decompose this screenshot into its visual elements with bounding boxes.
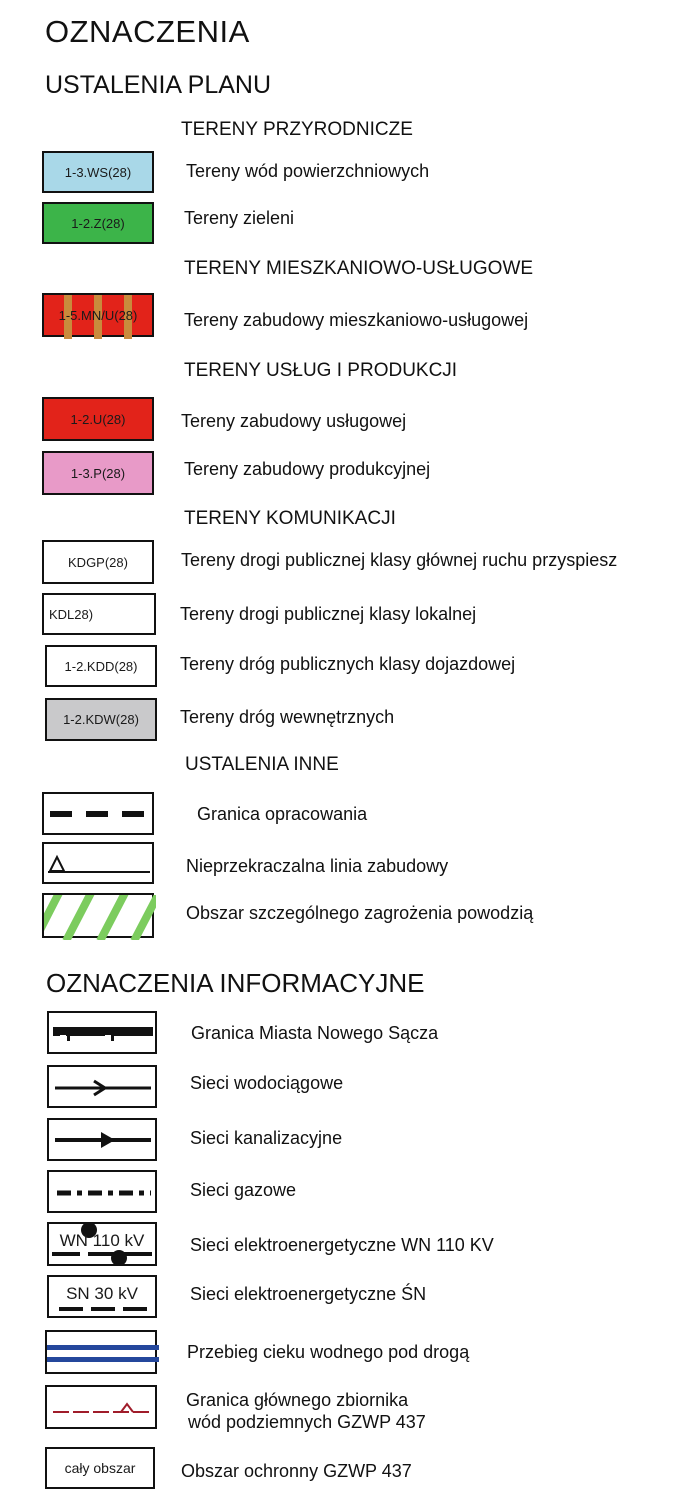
legend-label-obszar-ochronny: Obszar ochronny GZWP 437 — [181, 1461, 412, 1481]
swatch-code: 1-2.Z(28) — [71, 215, 125, 231]
plan-section-heading: USTALENIA PLANU — [45, 71, 272, 99]
legend-label-kdl: Tereny drogi publicznej klasy lokalnej — [180, 604, 477, 624]
stream-under-road-icon — [45, 1330, 157, 1374]
sewer-network-icon — [47, 1118, 157, 1161]
gas-network-icon — [47, 1170, 157, 1213]
legend-label-mnu: Tereny zabudowy mieszkaniowo-usługowej — [184, 310, 529, 330]
legend-swatch-mnu — [42, 293, 154, 337]
legend-title: OZNACZENIA — [45, 14, 250, 49]
info-section-heading: OZNACZENIA INFORMACYJNE — [46, 968, 425, 998]
legend-label-gzwp: Granica głównego zbiornika — [186, 1390, 409, 1410]
category-uslugi: TERENY USŁUG I PRODUKCJI — [184, 360, 458, 381]
legend-label-wn: Sieci elektroenergetyczne WN 110 KV — [190, 1235, 494, 1255]
legend-label-ciek: Przebieg cieku wodnego pod drogą — [187, 1342, 470, 1362]
legend-label-granica-opracowania: Granica opracowania — [197, 804, 368, 824]
flood-hatch-icon — [42, 893, 154, 938]
water-network-icon — [47, 1065, 157, 1108]
swatch-code: 1-3.WS(28) — [64, 164, 132, 180]
protection-zone-icon — [45, 1447, 155, 1489]
mv-power-line-icon — [47, 1275, 157, 1318]
legend-label-kdgp: Tereny drogi publicznej klasy głównej ruchu przyspiesz — [181, 550, 618, 570]
legend-label-z: Tereny zieleni — [184, 208, 295, 228]
swatch-code: 1-2.KDW(28) — [63, 712, 139, 727]
legend-label-linia-zabudowy: Nieprzekraczalna linia zabudowy — [186, 856, 449, 876]
legend-label-kdw: Tereny dróg wewnętrznych — [180, 707, 395, 727]
building-line-icon — [42, 842, 154, 884]
category-przyrodnicze: TERENY PRZYRODNICZE — [181, 119, 413, 140]
legend-swatch-kdw — [45, 698, 157, 741]
legend-label-kanalizacja: Sieci kanalizacyjne — [190, 1128, 343, 1148]
legend-label-ws: Tereny wód powierzchniowych — [186, 161, 430, 181]
power-line-text: WN 110 kV — [59, 1231, 145, 1250]
swatch-code: KDGP(28) — [68, 554, 128, 570]
legend-label-kdd: Tereny dróg publicznych klasy dojazdowej — [180, 654, 516, 674]
swatch-code: 1-3.P(28) — [70, 465, 126, 481]
swatch-code: 1-5.MN/U(28) — [58, 307, 138, 323]
legend-swatch-kdl — [42, 593, 156, 635]
legend-label-gaz: Sieci gazowe — [190, 1180, 297, 1200]
swatch-code: 1-2.KDD(28) — [64, 658, 138, 674]
legend-label-p: Tereny zabudowy produkcyjnej — [184, 459, 431, 479]
city-boundary-icon — [47, 1011, 157, 1054]
hv-power-line-icon — [47, 1222, 157, 1266]
category-komunikacja: TERENY KOMUNIKACJI — [184, 508, 396, 529]
legend-label-gzwp-line2: wód podziemnych GZWP 437 — [188, 1412, 426, 1432]
category-inne: USTALENIA INNE — [185, 754, 339, 775]
legend-label-u: Tereny zabudowy usługowej — [181, 411, 407, 431]
swatch-code: 1-2.U(28) — [70, 411, 126, 427]
legend-label-granica-miasta: Granica Miasta Nowego Sącza — [191, 1023, 439, 1043]
legend-swatch-p — [42, 451, 154, 495]
legend-label-wodociagi: Sieci wodociągowe — [190, 1073, 344, 1093]
legend-swatch-kdgp — [42, 540, 154, 584]
legend-swatch-kdd — [45, 645, 157, 687]
aquifer-boundary-icon — [45, 1385, 157, 1429]
legend-label-sn: Sieci elektroenergetyczne ŚN — [190, 1284, 427, 1304]
legend-swatch-z — [42, 202, 154, 244]
dashed-boundary-icon — [42, 792, 154, 835]
protection-zone-text: cały obszar — [64, 1460, 136, 1476]
legend-swatch-u — [42, 397, 154, 441]
legend-swatch-ws — [42, 151, 154, 193]
category-mieszkaniowe: TERENY MIESZKANIOWO-USŁUGOWE — [184, 258, 534, 279]
power-line-text: SN 30 kV — [66, 1283, 138, 1303]
legend-label-powodz: Obszar szczególnego zagrożenia powodzią — [186, 903, 534, 923]
swatch-code: KDL28) — [49, 606, 94, 622]
